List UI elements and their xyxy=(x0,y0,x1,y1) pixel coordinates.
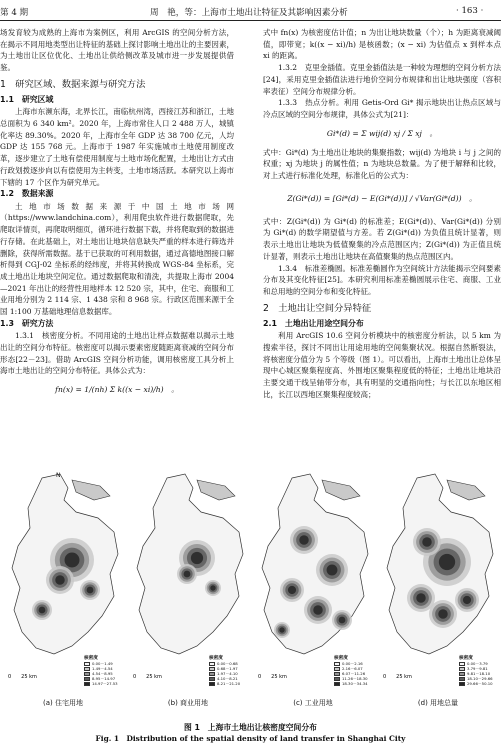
scale-bar-label: 0 25 km xyxy=(383,674,412,680)
panel-label-industrial: (c) 工业用地 xyxy=(293,699,333,707)
data-source-paragraph: 土地市场数据来源于中国土地市场网（https://www.landchina.com），利用爬虫软件进行数据爬取，先爬取详情页，再爬取明细页，循环进行数据下载，并将爬取到的数据进行存储。在此基础上，对土地出让地块信息缺失严重的样本进行筛选并删除，获得所需数据。基于已获取的可利用数据，通过高德地图接口解析得到 CGJ-02 坐标系的经纬度，并将其转换成 WGS-84 坐标系，完成土地出让地块空间定位。通过数据爬取和清洗，共提取上海市 2004—2021 年出让的经营性用地样本 12 520 宗，其中，住宅、商服和工业用地分别为 2 114 宗、1 438 宗和 8 968 宗。行政区范围来源于全国 1:100 万基础地理信息数据库。 xyxy=(0,201,234,317)
legend-swatch xyxy=(209,682,215,686)
legend-swatch xyxy=(209,662,215,666)
legend-label: 8.95－14.97 xyxy=(92,676,116,681)
legend-swatch xyxy=(459,677,465,681)
hotspot-paragraph: 1.3.3 热点分析。利用 Getis-Ord Gi* 揭示地块出让热点区域与冷点区域的空间分布规律，具体公式为[21]： xyxy=(263,98,501,119)
kernel-density-paragraph: 1.3.1 核密度分析。不同用途的土地出让样点数据难以揭示土地出让的空间分布特征。核密度可以揭示要素密度随距离衰减的空间分布形态[22－23]。借助 ArcGIS 空间分析功能，调用核密度工具分析上海市土地出让的空间分布特征。具体公式为： xyxy=(0,331,234,376)
legend-title: 核密度 xyxy=(334,656,348,661)
legend-swatch xyxy=(334,667,340,671)
equation-1: fn(x) = 1/(nh) Σ k((x − xi)/h) 。 xyxy=(55,385,179,395)
density-blob xyxy=(191,552,203,564)
ellipse-paragraph: 1.3.4 标准差椭圆。标准差椭圆作为空间统计方法能揭示空间要素分布及其变化特征[25]。本研究利用标准差椭圆展示住宅、商服、工业和总用地的空间分布和变化特征。 xyxy=(263,263,501,296)
study-area-paragraph: 上海市东濒东海，北界长江，南临杭州湾，西接江苏和浙江，土地总面积为 6 340 km²。2020 年，上海市常住人口 2 488 万人，城镇化率达 89.30%。2020 年，上海市全年 GDP 达 38 700 亿元，人均 GDP 达 155 768 元。上海市于 1987 年实施城市土地使用制度改革，逐步建立了土地有偿使用制度与土地市场化配置，土地出让方式由行政划拨逐步向以有偿使用为主转变，土地市场活跃。本研究以上海市下辖的 17 个区作为研究单元。 xyxy=(0,107,234,187)
density-blob xyxy=(313,605,323,615)
density-blob xyxy=(422,537,432,547)
legend-label: 4.54－8.95 xyxy=(92,671,113,676)
scale-bar-label: 0 25 km xyxy=(258,674,287,680)
legend-commercial xyxy=(209,656,247,686)
figure-caption-en: Fig. 1 Distribution of the spatial density of land transfer in Shanghai City xyxy=(95,734,406,743)
scale-bar-label: 0 25 km xyxy=(133,674,162,680)
legend-label: 3.79－9.81 xyxy=(467,666,488,671)
z-score-paragraph: 式中：Z(Gi*(d)) 为 Gi*(d) 的标准差；E(Gi*(d))、Var(Gi*(d)) 分别为 Gi*(d) 的数学期望值与方差。若 Z(Gi*(d)) 为负值且统计显著，则表示土地出让地块为低值聚集的冷点范围区内；Z(Gi*(d)) 为正值且统计显著，则表示土地出让地块在高值聚集的热点范围区内。 xyxy=(263,216,501,261)
equation-2: Gi*(d) = Σ wij(d) xj / Σ xj 。 xyxy=(326,128,438,138)
land-use-distribution-paragraph: 利用 ArcGIS 10.6 空间分析模块中的核密度分析法，以 5 km 为搜索半径，探讨不同出让用途用地的空间集聚状况。根据自然断裂法，将核密度分值分为 5 个等级（图 1）。可以看出，上海市土地出让总体呈现中心城区聚集程度高、外围地区聚集程度低的特征；土地出让地块沿主要交通干线呈轴带分布，具有明显的交通指向性；与长江以东地区相比，长江以西地区聚集程度较高； xyxy=(263,331,501,399)
chongming-island xyxy=(197,480,235,500)
legend-swatch xyxy=(459,662,465,666)
chongming-island xyxy=(447,480,485,500)
subsection-1-1-heading: 1.1 研究区域 xyxy=(0,94,54,104)
legend-label: 0.68－1.97 xyxy=(217,666,238,671)
density-blob xyxy=(327,565,338,576)
density-map-total xyxy=(377,470,499,685)
legend-swatch xyxy=(459,667,465,671)
legend-label: 1.97－4.10 xyxy=(217,671,238,676)
legend-title: 核密度 xyxy=(84,656,98,661)
legend-swatch xyxy=(84,682,90,686)
legend-label: 18.30－34.34 xyxy=(342,681,368,686)
equation-3: Z(Gi*(d)) = [Gi*(d) − E(Gi*(d))] / √Var(Gi*(d)) 。 xyxy=(287,193,477,203)
legend-label: 9.81－18.10 xyxy=(467,671,491,676)
kriging-paragraph: 1.3.2 克里金插值。克里金插值法是一种较为理想的空间分析方法[24]，采用克里金插值法进行地价空间分布规律和出让地块强度（容积率表征）空间分布规律分析。 xyxy=(263,63,501,96)
map-panel-residential xyxy=(2,470,124,708)
density-blob xyxy=(65,553,80,568)
density-map-commercial xyxy=(127,470,249,685)
legend-label: 14.97－27.53 xyxy=(92,681,118,686)
running-title: 周 艳，等：上海市土地出让特征及其影响因素分析 xyxy=(150,8,348,18)
legend-label: 0.00－0.68 xyxy=(217,661,238,666)
legend-swatch xyxy=(84,662,90,666)
legend-swatch xyxy=(209,677,215,681)
running-header xyxy=(0,0,501,22)
section-2-heading: 2 土地出让空间分异特征 xyxy=(263,302,372,314)
legend-total xyxy=(459,656,497,686)
density-blob xyxy=(299,535,309,545)
density-blob xyxy=(87,587,94,594)
legend-label: 18.10－29.66 xyxy=(467,676,493,681)
legend-label: 0.00－1.49 xyxy=(92,661,113,666)
header-rule xyxy=(0,20,501,21)
density-blob xyxy=(55,575,65,585)
legend-swatch xyxy=(84,667,90,671)
legend-label: 11.26－18.30 xyxy=(342,676,368,681)
kernel-definitions-paragraph: 式中 fn(x) 为核密度估计值；n 为出让地块数量（个）；h 为距离衰减阈值，即带宽；k((x − xi)/h) 是核函数；(x − xi) 为估值点 x 到样本点 xi 的距离。 xyxy=(263,28,501,61)
panel-label-residential: (a) 住宅用地 xyxy=(43,699,83,707)
legend-swatch xyxy=(459,672,465,676)
density-blob xyxy=(438,609,448,619)
legend-label: 0.00－2.16 xyxy=(342,661,363,666)
scale-bar-label: 0 25 km xyxy=(8,674,37,680)
panel-label-commercial: (b) 商业用地 xyxy=(167,699,209,707)
intro-paragraph: 场发育较为成熟的上海市为案例区，利用 ArcGIS 的空间分析方法，在揭示不同用地类型出让特征的基础上探讨影响土地出让的主要因素，为土地出让区位优化、土地出让供给侧改革及城市进一步发展提供借鉴。 xyxy=(0,28,234,73)
legend-label: 2.16－6.07 xyxy=(342,666,363,671)
legend-swatch xyxy=(334,662,340,666)
density-blob xyxy=(210,585,215,590)
map-panel-industrial xyxy=(252,470,374,708)
figure-1 xyxy=(2,470,499,718)
chongming-island xyxy=(322,480,360,500)
figure-caption-cn: 图 1 上海市土地出让核密度空间分布 xyxy=(184,723,317,732)
legend-label: 6.07－11.26 xyxy=(342,671,366,676)
density-blob xyxy=(288,586,296,594)
legend-title: 核密度 xyxy=(209,656,223,661)
legend-label: 1.49－4.54 xyxy=(92,666,113,671)
chongming-island xyxy=(72,480,110,500)
panel-label-total: (d) 用地总量 xyxy=(417,699,459,707)
right-column xyxy=(263,27,501,400)
legend-swatch xyxy=(334,682,340,686)
density-blob xyxy=(339,617,346,624)
density-blob xyxy=(439,554,455,570)
section-1-heading: 1 研究区域、数据来源与研究方法 xyxy=(0,78,146,90)
density-map-residential xyxy=(2,470,124,685)
legend-swatch xyxy=(209,667,215,671)
legend-label: 0.00－3.79 xyxy=(467,661,488,666)
issue-number: 第 4 期 xyxy=(0,8,29,18)
map-panel-commercial xyxy=(127,470,249,708)
getis-definitions-paragraph: 式中：Gi*(d) 为土地出让地块的集聚指数；wij(d) 为地块 i 与 j 之间的权重；xj 为地块 j 的属性值；n 为地块总数量。为了便于解释和比较，对上式进行标准化处理，标准化后的公式为： xyxy=(263,147,501,181)
density-blob xyxy=(279,627,284,632)
map-panel-total xyxy=(377,470,499,708)
legend-label: 29.66－50.10 xyxy=(467,681,493,686)
legend-swatch xyxy=(334,677,340,681)
legend-entry xyxy=(459,681,497,686)
subsection-1-3-heading: 1.3 研究方法 xyxy=(0,318,54,328)
subsection-1-2-heading: 1.2 数据来源 xyxy=(0,189,54,199)
legend-entry xyxy=(84,681,122,686)
page-number: · 163 · xyxy=(456,6,484,16)
left-column xyxy=(0,27,234,403)
legend-entry xyxy=(209,681,247,686)
legend-swatch xyxy=(459,682,465,686)
legend-swatch xyxy=(209,672,215,676)
legend-swatch xyxy=(334,672,340,676)
legend-swatch xyxy=(84,677,90,681)
legend-industrial xyxy=(334,656,372,686)
legend-title: 核密度 xyxy=(459,656,473,661)
north-arrow-icon: N xyxy=(56,472,61,479)
legend-label: 4.10－8.21 xyxy=(217,676,238,681)
density-blob xyxy=(463,596,471,604)
legend-entry xyxy=(334,681,372,686)
density-blob xyxy=(416,593,426,603)
legend-swatch xyxy=(84,672,90,676)
density-map-industrial xyxy=(252,470,374,685)
subsection-2-1-heading: 2.1 土地出让用途空间分布 xyxy=(263,318,364,328)
legend-residential xyxy=(84,656,122,686)
legend-label: 8.21－21.20 xyxy=(217,681,241,686)
density-blob xyxy=(184,571,191,578)
density-blob xyxy=(39,607,46,614)
